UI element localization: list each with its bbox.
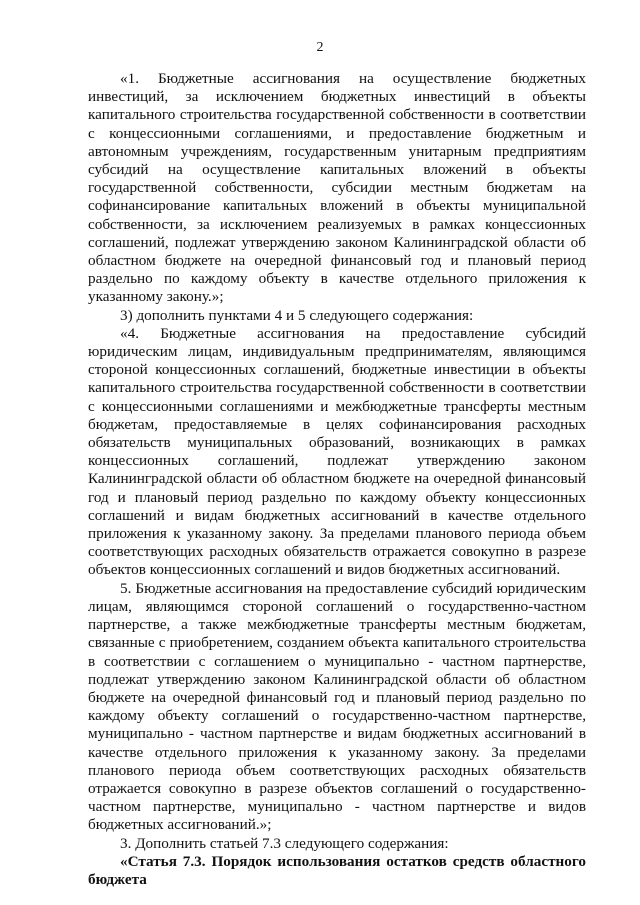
paragraph-add-article: 3. Дополнить статьей 7.3 следующего содержания: (120, 834, 449, 852)
paragraph-point-4: «4. Бюджетные ассигнования на предоставление субсидий юридическим лицам, индивидуальным предпринимателям, являющимся стороной концессионных соглашений, бюджетные инвестиции в объекты капитального строительства государственной собственности в соответствии с концессионными соглашениями и межбюджетные трансферты местным бюджетам, предоставляемые в целях софинансирования расходных обязательств муниципальных образований, возникающих в рамках концессионных соглашений, подлежат утверждению законом Калининградской области об областном бюджете на очередной финансовый год и плановый период раздельно по каждому объекту концессионных соглашений и видам бюджетных ассигнований в качестве отдельного приложения к указанному закону. За пределами планового периода объем соответствующих расходных обязательств отражается совокупно в разрезе объектов концессионных соглашений и видов бюджетных ассигнований. (88, 324, 586, 579)
page-number: 2 (316, 40, 324, 55)
document-body (88, 70, 586, 889)
paragraph-add-points: 3) дополнить пунктами 4 и 5 следующего содержания: (120, 306, 474, 324)
article-heading: «Статья 7.3. Порядок использования остатков средств областного бюджета (88, 852, 586, 888)
paragraph-budget-investments: «1. Бюджетные ассигнования на осуществление бюджетных инвестиций, за исключением бюджетных инвестиций в объекты капитального строительства государственной собственности в соответствии с концессионными соглашениями, и предоставление бюджетным и автономным учреждениям, государственным унитарным предприятиям субсидий на осуществление капитальных вложений в объекты государственной собственности, субсидии местным бюджетам на софинансирование капитальных вложений в объекты муниципальной собственности, за исключением реализуемых в рамках концессионных соглашений, подлежат утверждению законом Калининградской области об областном бюджете на очередной финансовый год и плановый период раздельно по каждому объекту в качестве отдельного приложения к указанному закону.»; (88, 70, 586, 306)
paragraph-point-5: 5. Бюджетные ассигнования на предоставление субсидий юридическим лицам, являющимся стороной соглашений о государственно-частном партнерстве, а также межбюджетные трансферты местным бюджетам, связанные с приобретением, созданием объекта капитального строительства в соответствии с соглашением о муниципально - частном партнерстве, подлежат утверждению законом Калининградской области об областном бюджете на очередной финансовый год и плановый период раздельно по каждому объекту соглашений о государственно-частном партнерстве, муниципально - частном партнерстве и видам бюджетных ассигнований в качестве отдельного приложения к указанному закону. За пределами планового периода объем соответствующих расходных обязательств отражается совокупно в разрезе объектов соглашений о государственно-частном партнерстве, муниципально - частном партнерстве и видов бюджетных ассигнований.»; (88, 579, 586, 834)
